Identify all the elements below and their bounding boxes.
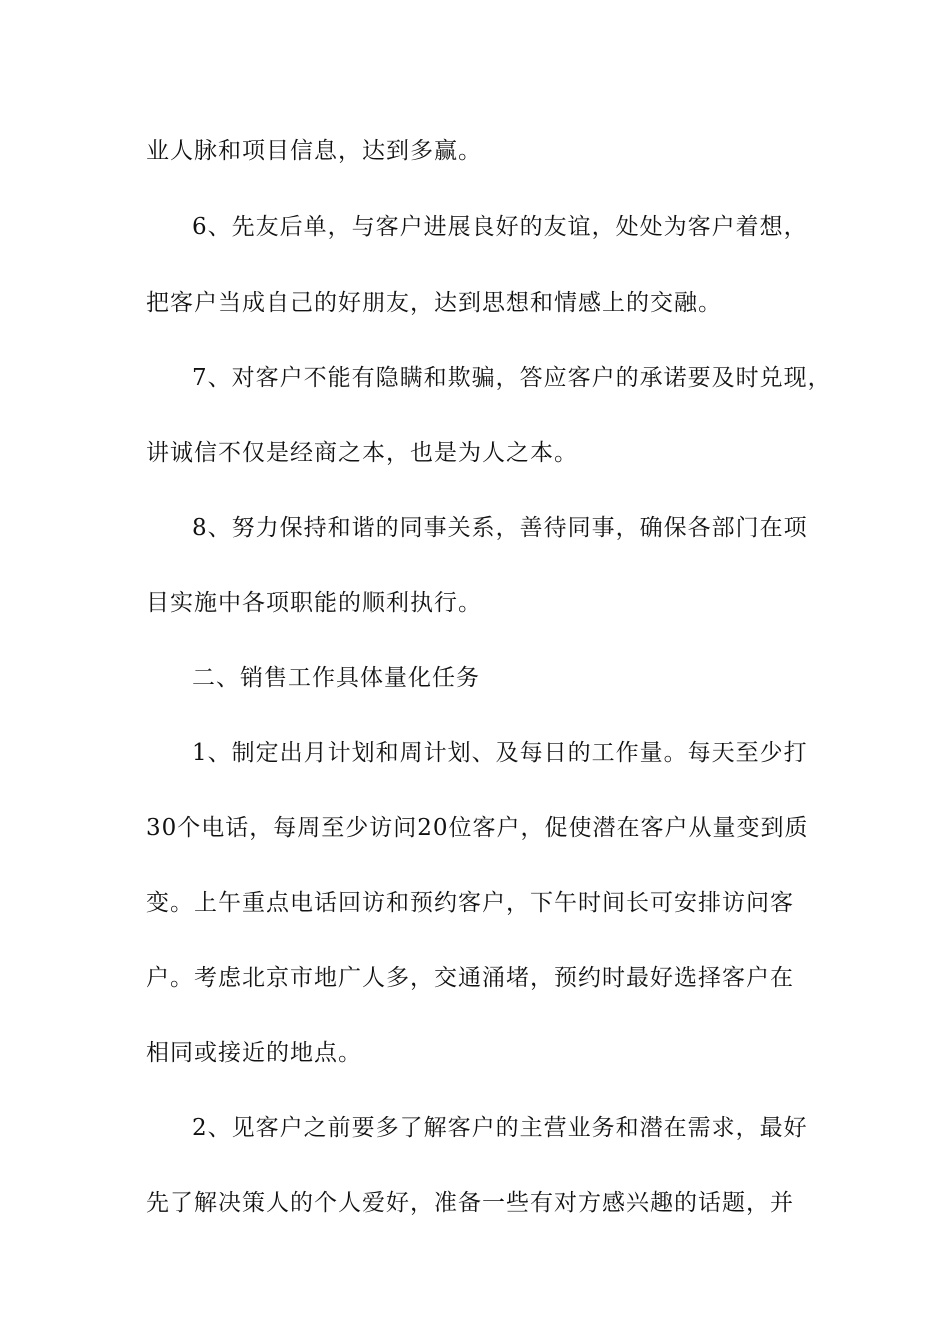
paragraph-line: 先了解决策人的个人爱好，准备一些有对方感兴趣的话题，并 (146, 1190, 794, 1216)
paragraph-line: 把客户当成自己的好朋友，达到思想和情感上的交融。 (146, 290, 722, 316)
paragraph-line: 1、制定出月计划和周计划、及每日的工作量。每天至少打 (192, 740, 808, 766)
paragraph-line: 30个电话，每周至少访问20位客户，促使潜在客户从量变到质 (146, 815, 809, 841)
paragraph-line: 户。考虑北京市地广人多，交通涌堵，预约时最好选择客户在 (146, 965, 794, 991)
paragraph-line: 2、见客户之前要多了解客户的主营业务和潜在需求，最好 (192, 1115, 808, 1141)
paragraph-line: 变。上午重点电话回访和预约客户，下午时间长可安排访问客 (146, 890, 794, 916)
section-heading: 二、销售工作具体量化任务 (192, 665, 480, 691)
paragraph-line: 相同或接近的地点。 (146, 1040, 362, 1066)
paragraph-line: 业人脉和项目信息，达到多赢。 (146, 138, 482, 164)
paragraph-line: 6、先友后单，与客户进展良好的友谊，处处为客户着想， (192, 214, 808, 240)
paragraph-line: 8、努力保持和谐的同事关系，善待同事，确保各部门在项 (192, 515, 808, 541)
paragraph-line: 讲诚信不仅是经商之本，也是为人之本。 (146, 440, 578, 466)
paragraph-line: 目实施中各项职能的顺利执行。 (146, 590, 482, 616)
paragraph-line: 7、对客户不能有隐瞒和欺骗，答应客户的承诺要及时兑现， (192, 365, 832, 391)
